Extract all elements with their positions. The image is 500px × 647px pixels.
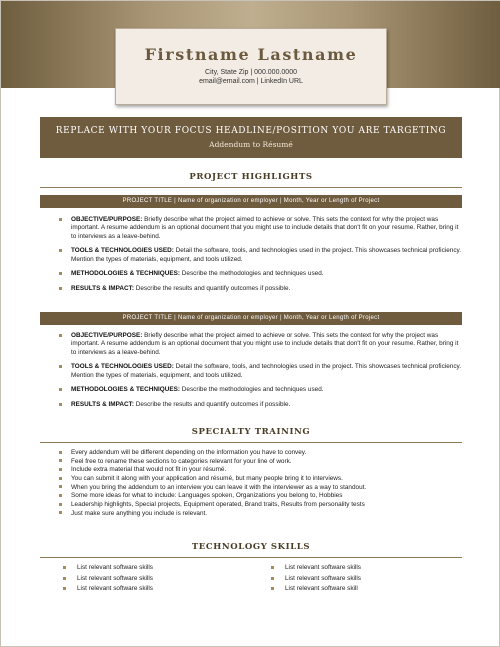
skills-column-right	[271, 563, 431, 595]
bullet-square-icon	[271, 566, 274, 569]
item-text: List relevant software skill	[285, 585, 358, 592]
list-item	[59, 449, 461, 457]
item-text: Some more ideas for what to include: Languages spoken, Organizations you belong to, Hobbies	[71, 492, 343, 500]
headline-banner	[40, 117, 462, 158]
item-text: Leadership highlights, Special projects, Equipment operated, Brand traits, Results from personality tests	[71, 501, 365, 509]
section-rule	[40, 187, 462, 188]
candidate-name: Firstname Lastname	[144, 45, 358, 64]
item-text: Detail the software, tools, and technologies used in the project. This showcases technical proficiency. Mention the types of materials, equipment, and tools utilized.	[71, 363, 462, 379]
list-item	[59, 501, 461, 509]
item-text: List relevant software skills	[77, 574, 154, 582]
list-item	[59, 285, 461, 293]
item-text: List relevant software skills	[285, 574, 362, 582]
item-text: Feel free to rename these sections to categories relevant for your line of work.	[71, 457, 292, 465]
bullet-square-icon	[59, 249, 62, 252]
list-item	[59, 458, 461, 466]
item-text: Briefly describe what the project aimed to achieve or solve. This sets the context for why the project was important. A resume addendum is an optional document that you might use to include details that don't fit on your resume. Rather, bring it to interviews as a leave-behind.	[71, 332, 459, 356]
name-card	[115, 28, 387, 105]
list-item	[63, 574, 223, 585]
item-label: OBJECTIVE/PURPOSE:	[71, 332, 143, 339]
list-item	[59, 247, 461, 264]
list-item	[59, 475, 461, 483]
list-item	[63, 563, 223, 574]
bullet-square-icon	[59, 334, 62, 337]
bullet-square-icon	[63, 587, 66, 590]
section-title-technology-skills: TECHNOLOGY SKILLS	[191, 542, 311, 552]
item-text: Describe the methodologies and techniques used.	[181, 270, 324, 278]
contact-email-linkedin: email@email.com | LinkedIn URL	[199, 78, 303, 85]
item-text: Every addendum will be different depending on the information you have to convey.	[71, 449, 307, 456]
list-item	[59, 216, 461, 241]
item-text: Describe the results and quantify outcomes if possible.	[135, 401, 291, 409]
section-rule	[40, 557, 462, 558]
bullet-square-icon	[59, 468, 62, 471]
list-item	[59, 492, 461, 500]
item-text: List relevant software skills	[285, 564, 362, 571]
project-details-list	[59, 332, 461, 416]
section-title-specialty-training: SPECIALTY TRAINING	[191, 427, 311, 437]
bullet-square-icon	[59, 459, 62, 462]
list-item	[59, 401, 461, 409]
bullet-square-icon	[59, 494, 62, 497]
item-text: List relevant software skills	[77, 564, 154, 571]
project-details-list	[59, 216, 461, 300]
bullet-square-icon	[63, 566, 66, 569]
list-item	[271, 574, 431, 585]
bullet-square-icon	[63, 577, 66, 580]
item-label: RESULTS & IMPACT:	[71, 401, 134, 409]
item-text: Briefly describe what the project aimed to achieve or solve. This sets the context for why the project was important. A resume addendum is an optional document that you might use to include details that don't fit on your resume. Rather, bring it to interviews as a leave-behind.	[71, 216, 459, 240]
list-item	[59, 466, 461, 474]
bullet-square-icon	[59, 365, 62, 368]
section-rule	[40, 442, 462, 443]
bullet-square-icon	[59, 451, 62, 454]
bullet-square-icon	[59, 485, 62, 488]
list-item	[63, 584, 223, 595]
item-label: METHODOLOGIES & TECHNIQUES:	[71, 386, 180, 394]
item-text: Just make sure anything you include is relevant.	[71, 509, 208, 517]
list-item	[271, 584, 431, 595]
item-text: Describe the results and quantify outcomes if possible.	[135, 285, 291, 293]
item-text: List relevant software skills	[77, 585, 154, 592]
bullet-square-icon	[59, 287, 62, 290]
skills-column-left	[63, 563, 223, 595]
bullet-square-icon	[59, 272, 62, 275]
item-label: OBJECTIVE/PURPOSE:	[71, 216, 143, 223]
list-item	[59, 386, 461, 394]
contact-address-phone: City, State Zip | 000.000.0000	[205, 69, 297, 76]
training-list	[59, 449, 461, 519]
headline-title: REPLACE WITH YOUR FOCUS HEADLINE/POSITION YOU ARE TARGETING	[55, 126, 447, 136]
list-item	[59, 510, 461, 518]
bullet-square-icon	[271, 577, 274, 580]
bullet-square-icon	[271, 587, 274, 590]
headline-subtitle: Addendum to Résumé	[209, 140, 293, 149]
item-label: RESULTS & IMPACT:	[71, 285, 134, 293]
item-label: TOOLS & TECHNOLOGIES USED:	[71, 247, 174, 255]
bullet-square-icon	[59, 477, 62, 480]
item-text: Include extra material that would not fit in your résumé.	[71, 466, 227, 474]
item-text: When you bring the addendum to an interview you can leave it with the interviewer as a way to standout.	[71, 483, 367, 491]
list-item	[59, 270, 461, 278]
bullet-square-icon	[59, 503, 62, 506]
bullet-square-icon	[59, 511, 62, 514]
bullet-square-icon	[59, 218, 62, 221]
bullet-square-icon	[59, 403, 62, 406]
list-item	[59, 363, 461, 380]
project-title-bar: PROJECT TITLE | Name of organization or employer | Month, Year or Length of Project	[40, 312, 462, 325]
section-title-project-highlights: PROJECT HIGHLIGHTS	[189, 172, 313, 182]
item-text: Detail the software, tools, and technologies used in the project. This showcases technical proficiency. Mention the types of materials, equipment, and tools utilized.	[71, 247, 462, 263]
list-item	[271, 563, 431, 574]
item-text: Describe the methodologies and techniques used.	[181, 386, 324, 394]
item-text: You can submit it along with your application and résumé, but many people bring it to interviews.	[71, 475, 343, 483]
list-item	[59, 484, 461, 492]
project-title-bar: PROJECT TITLE | Name of organization or employer | Month, Year or Length of Project	[40, 195, 462, 208]
item-label: METHODOLOGIES & TECHNIQUES:	[71, 270, 180, 278]
item-label: TOOLS & TECHNOLOGIES USED:	[71, 363, 174, 371]
bullet-square-icon	[59, 388, 62, 391]
list-item	[59, 332, 461, 357]
